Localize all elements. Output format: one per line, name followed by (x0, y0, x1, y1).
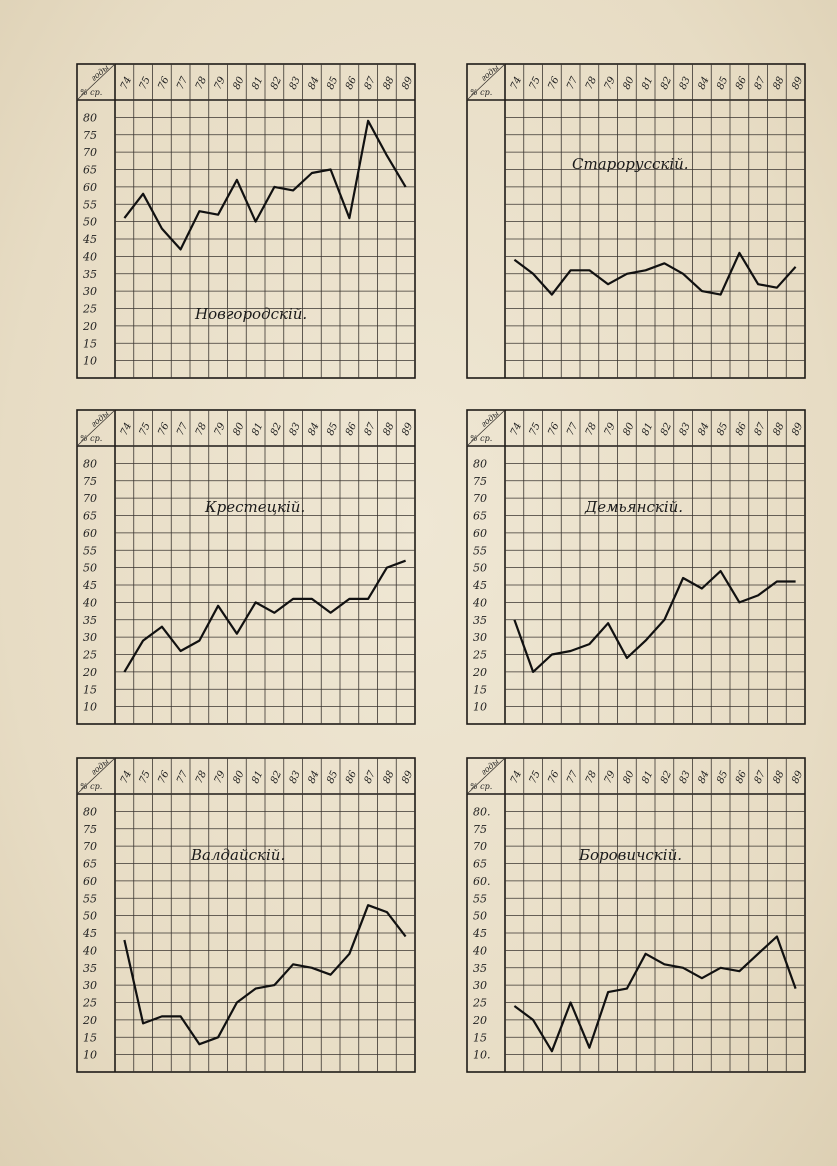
y-tick-label: 40 (473, 944, 487, 958)
year-tick-label: 86 (343, 769, 360, 786)
year-tick-label: 79 (212, 75, 228, 92)
chart-svg (77, 410, 417, 728)
y-tick-label: 30 (473, 631, 487, 645)
y-tick-label: 70 (83, 840, 97, 854)
year-tick-label: 77 (565, 421, 581, 438)
corner-label-years: годы (479, 62, 501, 83)
year-tick-label: 74 (508, 421, 525, 438)
y-tick-label: 30 (83, 631, 97, 645)
year-tick-label: 84 (306, 769, 322, 786)
y-tick-label: 25 (83, 302, 97, 316)
year-tick-label: 74 (118, 75, 135, 92)
y-tick-label: 20 (83, 319, 97, 333)
chart-title: Демьянскій. (585, 498, 684, 516)
year-tick-label: 87 (752, 769, 768, 786)
year-tick-label: 89 (790, 769, 806, 786)
y-tick-label: 75 (83, 128, 97, 142)
y-tick-label: 80. (473, 805, 491, 819)
year-tick-label: 85 (715, 421, 731, 438)
y-tick-label: 50 (473, 909, 487, 923)
chart-svg (77, 64, 417, 382)
y-tick-label: 75 (473, 474, 487, 488)
year-tick-label: 78 (583, 75, 600, 92)
y-tick-label: 10 (473, 700, 487, 714)
year-tick-label: 84 (696, 421, 712, 438)
y-tick-label: 60 (473, 526, 487, 540)
chart-svg (467, 64, 807, 382)
chart-demyansky (467, 410, 807, 728)
chart-title: Крестецкій. (205, 498, 306, 516)
year-tick-label: 76 (546, 421, 562, 438)
y-tick-label: 55 (83, 544, 97, 558)
year-tick-label: 75 (137, 769, 153, 786)
year-tick-label: 84 (696, 769, 712, 786)
y-tick-label: 65 (473, 857, 487, 871)
year-tick-label: 80 (231, 769, 247, 786)
year-tick-label: 83 (287, 75, 303, 92)
year-tick-label: 84 (306, 421, 322, 438)
year-tick-label: 88 (771, 75, 787, 92)
year-tick-label: 79 (602, 75, 618, 92)
year-tick-label: 85 (325, 769, 341, 786)
corner-label-years: годы (479, 408, 501, 429)
year-tick-label: 77 (175, 421, 191, 438)
chart-svg (77, 758, 417, 1076)
year-tick-label: 75 (527, 769, 543, 786)
year-tick-label: 74 (508, 75, 525, 92)
y-tick-label: 45 (473, 579, 487, 592)
year-tick-label: 76 (156, 421, 172, 438)
y-tick-label: 15 (83, 683, 97, 697)
corner-label-percent: % ср. (80, 782, 103, 791)
y-tick-label: 70 (83, 146, 97, 160)
chart-title: Боровичскій. (579, 846, 682, 864)
y-tick-label: 20 (473, 665, 487, 679)
year-tick-label: 82 (658, 75, 675, 92)
y-tick-label: 25 (83, 648, 97, 662)
year-tick-label: 86 (733, 769, 750, 786)
y-tick-label: 30 (83, 285, 97, 299)
year-tick-label: 85 (325, 75, 341, 92)
year-tick-label: 77 (565, 75, 581, 92)
corner-label-percent: % ср. (470, 782, 493, 791)
chart-krestetsky (77, 410, 417, 728)
year-tick-label: 76 (546, 769, 562, 786)
y-tick-label: 10 (83, 354, 97, 368)
y-tick-label: 55 (473, 892, 487, 906)
year-tick-label: 83 (287, 769, 303, 786)
y-tick-label: 75 (473, 822, 487, 836)
year-tick-label: 79 (602, 769, 618, 786)
year-tick-label: 83 (287, 421, 303, 438)
y-tick-label: 35 (83, 267, 97, 281)
corner-label-percent: % ср. (470, 88, 493, 97)
y-tick-label: 50 (473, 561, 487, 575)
year-tick-label: 81 (640, 769, 656, 786)
year-tick-label: 76 (156, 75, 172, 92)
y-tick-label: 25 (473, 996, 487, 1010)
year-tick-label: 84 (306, 75, 322, 92)
year-tick-label: 79 (212, 769, 228, 786)
year-tick-label: 83 (677, 769, 693, 786)
y-tick-label: 50 (83, 561, 97, 575)
year-tick-label: 78 (193, 421, 210, 438)
year-tick-label: 80 (621, 769, 637, 786)
year-tick-label: 87 (752, 75, 768, 92)
y-tick-label: 80 (83, 805, 97, 819)
corner-label-years: годы (89, 408, 111, 429)
year-tick-label: 79 (602, 421, 618, 438)
y-tick-label: 50 (83, 909, 97, 923)
year-tick-label: 80 (231, 75, 247, 92)
y-tick-label: 75 (83, 474, 97, 488)
year-tick-label: 80 (621, 75, 637, 92)
y-tick-label: 65 (83, 509, 97, 523)
year-tick-label: 89 (400, 769, 416, 786)
year-tick-label: 83 (677, 75, 693, 92)
y-tick-label: 60 (83, 526, 97, 540)
year-tick-label: 88 (771, 769, 787, 786)
y-tick-label: 20 (83, 1013, 97, 1027)
y-tick-label: 15 (473, 1031, 487, 1045)
year-tick-label: 74 (508, 769, 525, 786)
year-tick-label: 85 (715, 769, 731, 786)
chart-title: Валдайскій. (191, 846, 286, 864)
y-tick-label: 20 (473, 1013, 487, 1027)
y-tick-label: 80 (83, 111, 97, 125)
chart-borovichsky (467, 758, 807, 1076)
y-tick-label: 80 (83, 457, 97, 471)
year-tick-label: 89 (400, 421, 416, 438)
y-tick-label: 25 (83, 996, 97, 1010)
year-tick-label: 74 (118, 769, 135, 786)
year-tick-label: 85 (325, 421, 341, 438)
y-tick-label: 50 (83, 215, 97, 229)
y-tick-label: 35 (83, 613, 97, 627)
corner-label-percent: % ср. (80, 434, 103, 443)
y-tick-label: 65 (83, 857, 97, 871)
year-tick-label: 89 (400, 75, 416, 92)
year-tick-label: 81 (640, 75, 656, 92)
corner-label-years: годы (89, 756, 111, 777)
y-tick-label: 60. (473, 874, 491, 888)
year-tick-label: 88 (381, 75, 397, 92)
y-tick-label: 70 (473, 840, 487, 854)
year-tick-label: 75 (527, 421, 543, 438)
y-tick-label: 40 (83, 944, 97, 958)
y-tick-label: 10 (83, 1048, 97, 1062)
chart-svg (467, 410, 807, 728)
y-tick-label: 15 (83, 1031, 97, 1045)
year-tick-label: 81 (640, 421, 656, 438)
y-tick-label: 60 (83, 180, 97, 194)
year-tick-label: 81 (250, 421, 266, 438)
chart-novgorodsky (77, 64, 417, 382)
y-tick-label: 45 (83, 927, 97, 940)
year-tick-label: 87 (362, 421, 378, 438)
y-tick-label: 35 (473, 961, 487, 975)
year-tick-label: 88 (771, 421, 787, 438)
year-tick-label: 88 (381, 421, 397, 438)
year-tick-label: 82 (268, 769, 285, 786)
year-tick-label: 78 (583, 421, 600, 438)
year-tick-label: 86 (733, 421, 750, 438)
year-tick-label: 85 (715, 75, 731, 92)
y-tick-label: 60 (83, 874, 97, 888)
y-tick-label: 35 (83, 961, 97, 975)
year-tick-label: 75 (527, 75, 543, 92)
chart-valdaysky (77, 758, 417, 1076)
y-tick-label: 80 (473, 457, 487, 471)
y-tick-label: 75 (83, 822, 97, 836)
year-tick-label: 76 (156, 769, 172, 786)
year-tick-label: 83 (677, 421, 693, 438)
y-tick-label: 55 (473, 544, 487, 558)
corner-label-percent: % ср. (80, 88, 103, 97)
chart-title: Новгородскій. (195, 305, 308, 323)
year-tick-label: 74 (118, 421, 135, 438)
year-tick-label: 82 (658, 421, 675, 438)
year-tick-label: 84 (696, 75, 712, 92)
year-tick-label: 78 (193, 75, 210, 92)
y-tick-label: 30 (473, 979, 487, 993)
corner-label-percent: % ср. (470, 434, 493, 443)
year-tick-label: 87 (362, 75, 378, 92)
year-tick-label: 81 (250, 75, 266, 92)
chart-starorussky (467, 64, 807, 382)
y-tick-label: 30 (83, 979, 97, 993)
y-tick-label: 55 (83, 198, 97, 212)
y-tick-label: 65 (473, 509, 487, 523)
y-tick-label: 15 (473, 683, 487, 697)
year-tick-label: 86 (733, 75, 750, 92)
year-tick-label: 80 (231, 421, 247, 438)
y-tick-label: 65 (83, 163, 97, 177)
year-tick-label: 76 (546, 75, 562, 92)
y-tick-label: 10. (473, 1048, 491, 1062)
y-tick-label: 40 (83, 596, 97, 610)
year-tick-label: 78 (193, 769, 210, 786)
year-tick-label: 79 (212, 421, 228, 438)
year-tick-label: 87 (752, 421, 768, 438)
y-tick-label: 55 (83, 892, 97, 906)
y-tick-label: 45 (83, 579, 97, 592)
year-tick-label: 86 (343, 421, 360, 438)
y-tick-label: 15 (83, 337, 97, 351)
year-tick-label: 82 (658, 769, 675, 786)
corner-label-years: годы (89, 62, 111, 83)
year-tick-label: 88 (381, 769, 397, 786)
y-tick-label: 45 (473, 927, 487, 940)
year-tick-label: 77 (175, 75, 191, 92)
year-tick-label: 86 (343, 75, 360, 92)
y-tick-label: 70 (83, 492, 97, 506)
y-tick-label: 40 (473, 596, 487, 610)
chart-svg (467, 758, 807, 1076)
y-tick-label: 10 (83, 700, 97, 714)
y-tick-label: 45 (83, 233, 97, 246)
y-tick-label: 40 (83, 250, 97, 264)
corner-label-years: годы (479, 756, 501, 777)
year-tick-label: 89 (790, 421, 806, 438)
y-tick-label: 25 (473, 648, 487, 662)
year-tick-label: 82 (268, 75, 285, 92)
year-tick-label: 82 (268, 421, 285, 438)
year-tick-label: 87 (362, 769, 378, 786)
year-tick-label: 78 (583, 769, 600, 786)
year-tick-label: 80 (621, 421, 637, 438)
chart-title: Старорусскій. (572, 155, 689, 173)
year-tick-label: 77 (175, 769, 191, 786)
y-tick-label: 35 (473, 613, 487, 627)
year-tick-label: 81 (250, 769, 266, 786)
year-tick-label: 77 (565, 769, 581, 786)
year-tick-label: 89 (790, 75, 806, 92)
y-tick-label: 20 (83, 665, 97, 679)
year-tick-label: 75 (137, 75, 153, 92)
y-tick-label: 70 (473, 492, 487, 506)
year-tick-label: 75 (137, 421, 153, 438)
